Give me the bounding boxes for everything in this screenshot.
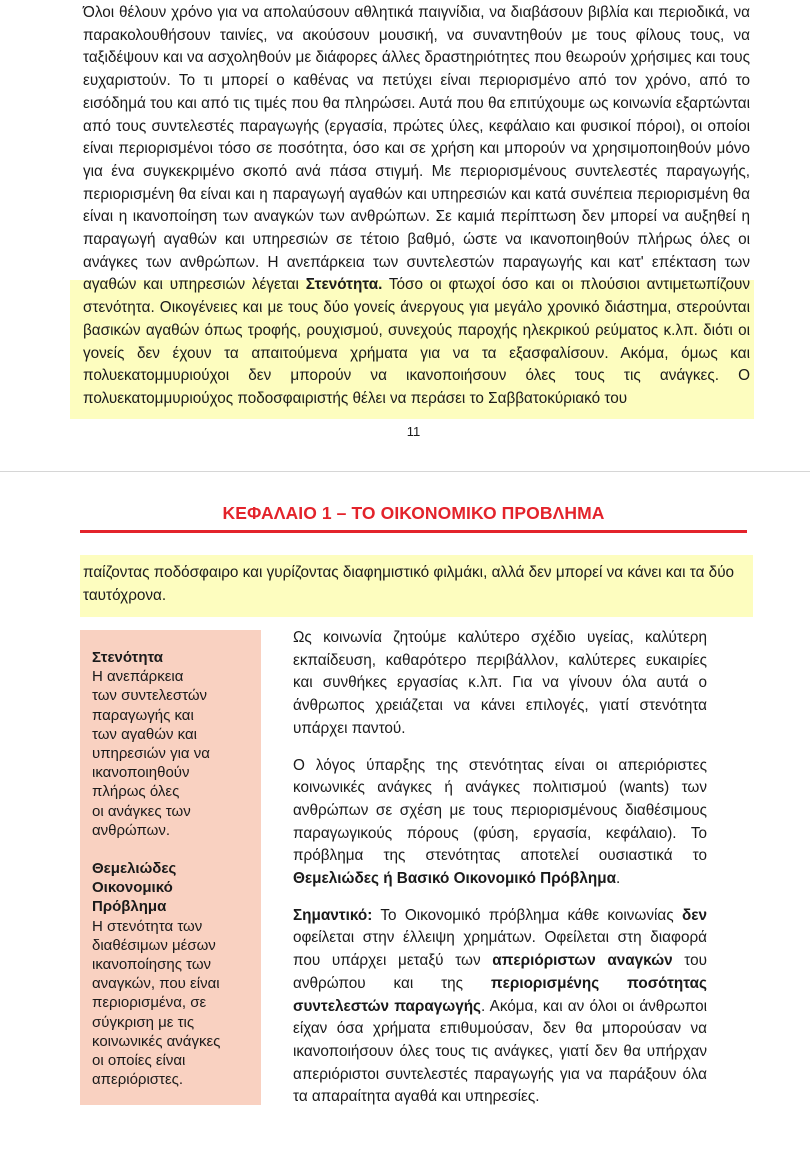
- glossary-definition-fundamental-problem: [92, 917, 252, 1090]
- term-line: Οικονομικό: [92, 879, 173, 897]
- paragraph-text: του ανθρώπου και της: [293, 952, 707, 992]
- glossary-term-scarcity: Στενότητα: [92, 649, 164, 666]
- definition-line: διαθέσιμων μέσων: [92, 936, 216, 954]
- main-paragraph-2: [293, 755, 707, 891]
- definition-line: ανθρώπων.: [92, 821, 171, 839]
- page-separator: [0, 471, 810, 472]
- page-number: 11: [406, 424, 421, 439]
- term-line: Πρόβλημα: [92, 898, 167, 916]
- definition-line: πλήρως όλες: [92, 783, 180, 801]
- page-11-paragraph: [83, 2, 750, 411]
- definition-line: των αγαθών και: [92, 725, 197, 743]
- definition-line: κοινωνικές ανάγκες: [92, 1032, 221, 1050]
- bold-term-scarcity: Στενότητα: [305, 276, 379, 294]
- definition-line: Η ανεπάρκεια: [92, 668, 184, 686]
- definition-line: ικανοποίησης των: [92, 956, 212, 974]
- glossary-definition-scarcity: [92, 667, 252, 840]
- chapter-rule: [80, 530, 747, 533]
- continued-text: παίζοντας ποδόσφαιρο και γυρίζοντας διαφημιστικό φιλμάκι, αλλά δεν μπορεί να κάνει και τα δύο ταυτόχρονα.: [83, 564, 735, 604]
- term-line: Θεμελιώδες: [92, 860, 177, 878]
- paragraph-text: . Ακόμα, και αν όλοι οι άνθρωποι είχαν όσα χρήματα επιθυμούσαν, δεν θα μπορούσαν να ικανοποιήσουν όλες τους τις ανάγκες, γιατί δεν θα υπήρχαν απεριόριστοι συντελεστές παραγωγής για να παράξουν όλα τα απαραίτητα αγαθά και υπηρεσίες.: [293, 997, 707, 1106]
- bold-fundamental-problem: Θεμελιώδες ή Βασικό Οικονομικό Πρόβλημα: [293, 870, 616, 888]
- paragraph-text: Όλοι θέλουν χρόνο για να απολαύσουν αθλητικά παιγνίδια, να διαβάσουν βιβλία και περιοδικά, να παρακολουθήσουν ταινίες, να ακούσουν μουσική, να συναντηθούν με τους φίλους τους, να ταξιδέψουν και να ασχοληθούν με διάφορες άλλες δραστηριότητες που θεωρούν χρήσιμες και τους ευχαριστούν. Το τι μπορεί ο καθένας να πετύχει είναι περιορισμένο από τον χρόνο, από το εισόδημά του και από τις τιμές που θα πληρώσει. Αυτά που θα επιτύχουμε ως κοινωνία εξαρτώνται από τους συντελεστές παραγωγής (εργασία, πρώτες ύλες, κεφάλαιο και φυσικοί πόροι), οι οποίοι είναι περιορισμένοι τόσο σε ποσότητα, όσο και σε χρήση και μπορούν να χρησιμοποιηθούν μόνο για ένα συγκεκριμένο σκοπό ανά πάσα στιγμή. Με περιορισμένους συντελεστές παραγωγής, περιορισμένη θα είναι και η παραγωγή αγαθών και υπηρεσιών και κατά συνέπεια περιορισμένη θα είναι η ικανοποίηση των αναγκών των ανθρώπων. Σε καμιά περίπτωση δεν μπορεί να αυξηθεί η παραγωγή αγαθών και υπηρεσιών σε τέτοιο βαθμό, ώστε να ικανοποιηθούν πλήρως όλες οι ανάγκες των ανθρώπων. Η ανεπάρκεια των συντελεστών παραγωγής και κατ' επέκταση των αγαθών και υπηρεσιών λέγεται: [83, 4, 750, 294]
- chapter-title: ΚΕΦΑΛΑΙΟ 1 – ΤΟ ΟΙΚΟΝΟΜΙΚΟ ΠΡΟΒΛΗΜΑ: [222, 503, 605, 523]
- main-column: [293, 627, 707, 1123]
- paragraph-end: .: [615, 870, 621, 888]
- definition-line: ικανοποιηθούν: [92, 764, 190, 782]
- paragraph-text: Ο λόγος ύπαρξης της στενότητας είναι οι απεριόριστες κοινωνικές ανάγκες ή ανάγκες πολιτισμού (wants) των ανθρώπων σε σχέση με τους περιορισμένους διαθέσιμους παραγωγικούς πόρους (φύση, εργασία, κεφάλαιο). Το πρόβλημα της στενότητας αποτελεί ουσιαστικά το: [293, 756, 707, 865]
- definition-line: αναγκών, που είναι: [92, 975, 220, 993]
- definition-line: οι ανάγκες των: [92, 802, 191, 820]
- definition-line: απεριόριστες.: [92, 1071, 184, 1089]
- paragraph-text: Το Οικονομικό πρόβλημα κάθε κοινωνίας: [372, 906, 682, 924]
- main-paragraph-1: Ως κοινωνία ζητούμε καλύτερο σχέδιο υγείας, καλύτερη εκπαίδευση, καθαρότερο περιβάλλον, καλύτερες ευκαιρίες και συνθήκες εργασίας κ.λπ. Για να γίνουν όλα αυτά ο άνθρωπος χρειάζεται να κάνει επιλογές, γιατί στενότητα υπάρχει παντού.: [293, 629, 707, 737]
- definition-line: παραγωγής και: [92, 706, 194, 724]
- bold-not: δεν: [681, 906, 707, 924]
- main-paragraph-3: [293, 905, 707, 1109]
- important-label: Σημαντικό:: [293, 906, 373, 924]
- bold-unlimited-needs: απεριόριστων αναγκών: [492, 952, 673, 970]
- definition-line: οι οποίες είναι: [92, 1052, 186, 1070]
- glossary-sidebar: [80, 630, 261, 1105]
- glossary-term-fundamental-problem: [92, 859, 252, 917]
- paragraph-text: οφείλεται στην έλλειψη χρημάτων. Οφείλεται στη διαφορά που υπάρχει μεταξύ των: [293, 929, 707, 970]
- bold-term-period: .: [378, 276, 383, 294]
- bold-limited-factors: περιορισμένης ποσότητας συντελεστών παραγωγής: [293, 974, 708, 1015]
- definition-line: των συντελεστών: [92, 687, 208, 705]
- highlighted-text: Τόσο οι φτωχοί όσο και οι πλούσιοι αντιμετωπίζουν στενότητα. Οικογένειες και με τους δύο γονείς άνεργους για μεγάλο χρονικό διάστημα, στερούνται βασικών αγαθών όπως τροφής, ρουχισμού, συνεχούς παροχής ηλεκρικού ρεύματος κ.λπ. διότι οι γονείς δεν έχουν τα απαιτούμενα χρήματα για να τα εξασφαλίσουν. Ακόμα, όμως και πολυεκατομμυριούχοι δεν μπορούν να ικανοποιήσουν όλες τους τις ανάγκες. Ο πολυεκατομμυριούχος ποδοσφαιριστής θέλει να περάσει το Σαββατοκύριακό του: [83, 276, 750, 407]
- definition-line: περιορισμένα, σε: [92, 994, 207, 1012]
- definition-line: Η στενότητα των: [92, 917, 203, 935]
- definition-line: σύγκριση με τις: [92, 1013, 195, 1031]
- definition-line: υπηρεσιών για να: [92, 745, 210, 763]
